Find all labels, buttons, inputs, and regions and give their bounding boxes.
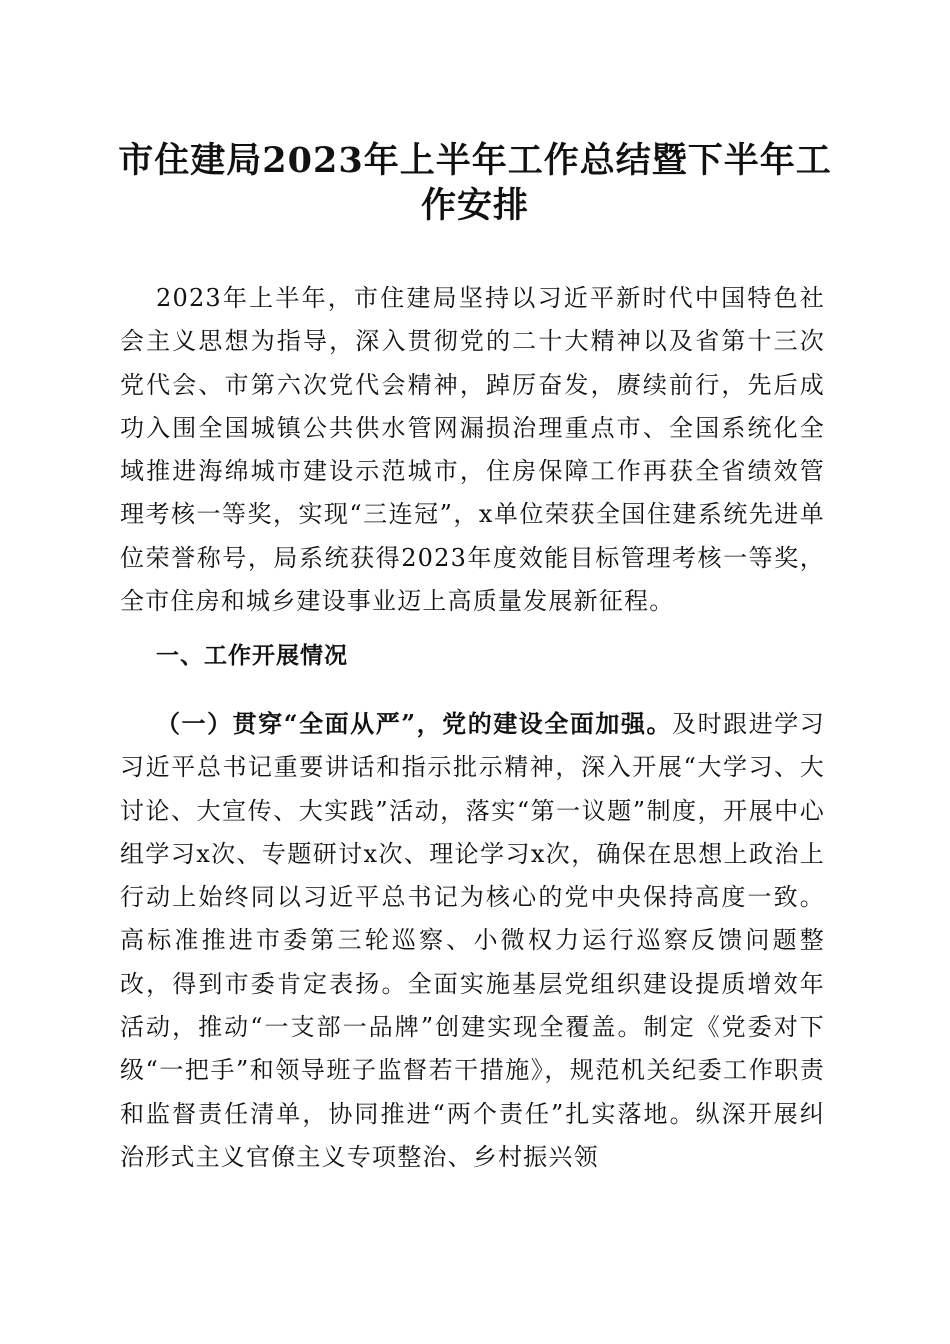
section-heading: 一、工作开展情况	[156, 643, 348, 669]
subsection-title: （一）贯穿“全面从严”，党的建设全面加强。	[156, 709, 673, 738]
subsection-paragraph	[120, 702, 825, 1179]
intro-paragraph: 2023年上半年，市住建局坚持以习近平新时代中国特色社会主义思想为指导，深入贯彻党的二十大精神以及省第十三次党代会、市第六次党代会精神，踔厉奋发，赓续前行，先后成功入围全国城镇公共供水管网漏损治理重点市、全国系统化全域推进海绵城市建设示范城市，住房保障工作再获全省绩效管理考核一等奖，实现“三连冠”，x单位荣获全国住建系统先进单位荣誉称号，局系统获得2023年度效能目标管理考核一等奖，全市住房和城乡建设事业迈上高质量发展新征程。	[120, 284, 825, 616]
subsection-body: 及时跟进学习习近平总书记重要讲话和指示批示精神，深入开展“大学习、大讨论、大宣传、大实践”活动，落实“第一议题”制度，开展中心组学习x次、专题研讨x次、理论学习x次，确保在思想上政治上行动上始终同以习近平总书记为核心的党中央保持高度一致。高标准推进市委第三轮巡察、小微权力运行巡察反馈问题整改，得到市委肯定表扬。全面实施基层党组织建设提质增效年活动，推动“一支部一品牌”创建实现全覆盖。制定《党委对下级“一把手”和领导班子监督若干措施》，规范机关纪委工作职责和监督责任清单，协同推进“两个责任”扎实落地。纵深开展纠治形式主义官僚主义专项整治、乡村振兴领	[120, 710, 826, 1171]
document-title: 市住建局2023年上半年工作总结暨下半年工作安排	[118, 140, 832, 226]
